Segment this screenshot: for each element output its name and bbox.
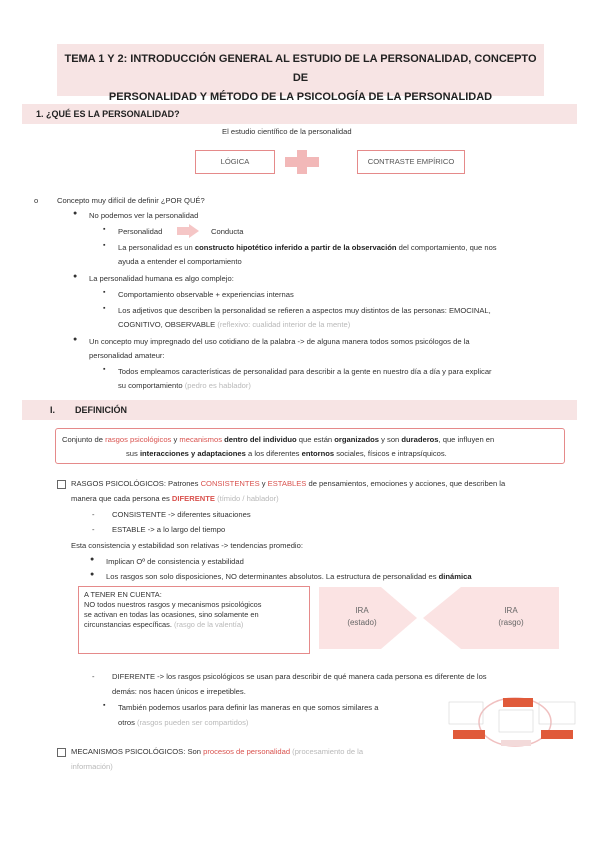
empirical-box: CONTRASTE EMPÍRICO — [357, 150, 465, 174]
mechanisms-line-1: MECANISMOS PSICOLÓGICOS: Son procesos de personalidad (procesamiento de la — [71, 747, 364, 756]
conduct-label: Conducta — [211, 227, 244, 236]
bullet-icon: ▪ — [103, 366, 106, 373]
dispositions-line: Los rasgos son solo disposiciones, NO determinantes absolutos. La estructura de personalidad es dinámica — [106, 572, 472, 581]
also-line-2: otros (rasgos pueden ser compartidos) — [118, 718, 249, 727]
bullet-icon: ▪ — [103, 305, 106, 312]
logic-box: LÓGICA — [195, 150, 275, 174]
arrow-icon — [177, 224, 199, 238]
bullet-2b-line2: COGNITIVO, OBSERVABLE (reflexivo: cualidad interior de la mente) — [118, 320, 351, 329]
dash-icon: - — [92, 525, 95, 534]
anger-state-sub: (estado) — [347, 618, 377, 627]
section-heading: 1. ¿QUÉ ES LA PERSONALIDAD? — [36, 109, 180, 119]
doc-title-line-1: TEMA 1 Y 2: INTRODUCCIÓN GENERAL AL ESTUDIO DE LA PERSONALIDAD, CONCEPTO DE — [64, 53, 537, 84]
bullet-icon: ● — [90, 556, 95, 563]
anger-trait-sub: (rasgo) — [498, 618, 524, 627]
bullet-3a-line2: su comportamiento (pedro es hablador) — [118, 381, 251, 390]
title-band — [57, 44, 544, 103]
note-line-1: NO todos nuestros rasgos y mecanismos psicológicos — [84, 600, 262, 609]
circle-bullet: o — [34, 196, 39, 205]
definition-box — [55, 428, 565, 464]
different-line-2: demás: nos hacen únicos e irrepetibles. — [112, 687, 246, 696]
bullet-icon: ▪ — [103, 226, 106, 233]
consistent-line: CONSISTENTE -> diferentes situaciones — [112, 510, 251, 519]
plus-icon — [285, 150, 319, 174]
definition-line-2: sus interacciones y adaptaciones a los diferentes entornos sociales, físicos e intrapsíquicos. — [126, 449, 447, 458]
rasgos-line-1: RASGOS PSICOLÓGICOS: Patrones CONSISTENTES y ESTABLES de pensamientos, emociones y acciones, que describen la — [71, 479, 506, 488]
note-line-3: circunstancias específicas. (rasgo de la valentía) — [84, 620, 244, 629]
anger-trait-arrow — [423, 587, 559, 649]
bullet-icon: ● — [73, 336, 78, 343]
definition-band — [22, 400, 577, 420]
consistency-line: Esta consistencia y estabilidad son relativas -> tendencias promedio: — [71, 541, 303, 550]
bullet-3: Un concepto muy impregnado del uso cotidiano de la palabra -> de alguna manera todos somos psicólogos de la — [89, 337, 470, 346]
different-line-1: DIFERENTE -> los rasgos psicológicos se usan para describir de qué manera cada persona es diferente de los — [112, 672, 487, 681]
rasgos-line-2: manera que cada persona es DIFERENTE (tímido / hablador) — [71, 494, 279, 503]
bullet-icon: ▪ — [103, 242, 106, 249]
bullet-icon: ● — [73, 273, 78, 280]
degree-line: Implican Oº de consistencia y estabilidad — [106, 557, 244, 566]
bullet-2: La personalidad humana es algo complejo: — [89, 274, 234, 283]
definition-number: I. — [50, 405, 56, 415]
anger-state-arrow — [319, 587, 417, 649]
definition-line-1: Conjunto de rasgos psicológicos y mecanismos dentro del individuo que están organizados y son duraderos, que influyen en — [62, 435, 495, 444]
bullet-3-line2: personalidad amateur: — [89, 351, 165, 360]
bullet-2b: Los adjetivos que describen la personalidad se refieren a aspectos muy distintos de las personas: EMOCINAL, — [118, 306, 491, 315]
bullet-icon: ● — [73, 210, 78, 217]
bullet-1b-line2: ayuda a entender el comportamiento — [118, 257, 242, 266]
note-title: A TENER EN CUENTA: — [84, 590, 162, 599]
subtitle: El estudio científico de la personalidad — [222, 127, 352, 136]
bullet-icon: ▪ — [103, 702, 106, 709]
section-heading-band — [22, 104, 577, 124]
doc-title-line-2: PERSONALIDAD Y MÉTODO DE LA PSICOLOGÍA DE LA PERSONALIDAD — [108, 91, 493, 103]
bullet-1b: La personalidad es un constructo hipotético inferido a partir de la observación del comportamiento, que nos — [118, 243, 497, 252]
bullet-3a: Todos empleamos características de personalidad para describir a la gente en nuestro día a día y para explicar — [118, 367, 492, 376]
mechanisms-line-2: información) — [71, 762, 113, 771]
note-box — [78, 586, 310, 654]
stable-line: ESTABLE -> a lo largo del tiempo — [112, 525, 226, 534]
definition-heading: DEFINICIÓN — [75, 405, 128, 415]
checkbox-icon — [57, 748, 66, 757]
personality-label: Personalidad — [118, 227, 163, 236]
bullet-icon: ▪ — [103, 289, 106, 296]
dash-icon: - — [92, 672, 95, 681]
anger-state-label: IRA — [355, 606, 369, 615]
bullet-2a: Comportamiento observable + experiencias internas — [118, 290, 294, 299]
note-line-2: se activan en todas las ocasiones, sino solamente en — [84, 610, 259, 619]
traits-diagram — [447, 692, 577, 750]
anger-trait-label: IRA — [504, 606, 518, 615]
bullet-icon: ● — [90, 571, 95, 578]
bullet-1: No podemos ver la personalidad — [89, 211, 199, 220]
checkbox-icon — [57, 480, 66, 489]
also-line-1: También podemos usarlos para definir las maneras en que somos similares a — [118, 703, 379, 712]
dash-icon: - — [92, 510, 95, 519]
question-text: Concepto muy difícil de definir ¿POR QUÉ? — [57, 196, 205, 205]
